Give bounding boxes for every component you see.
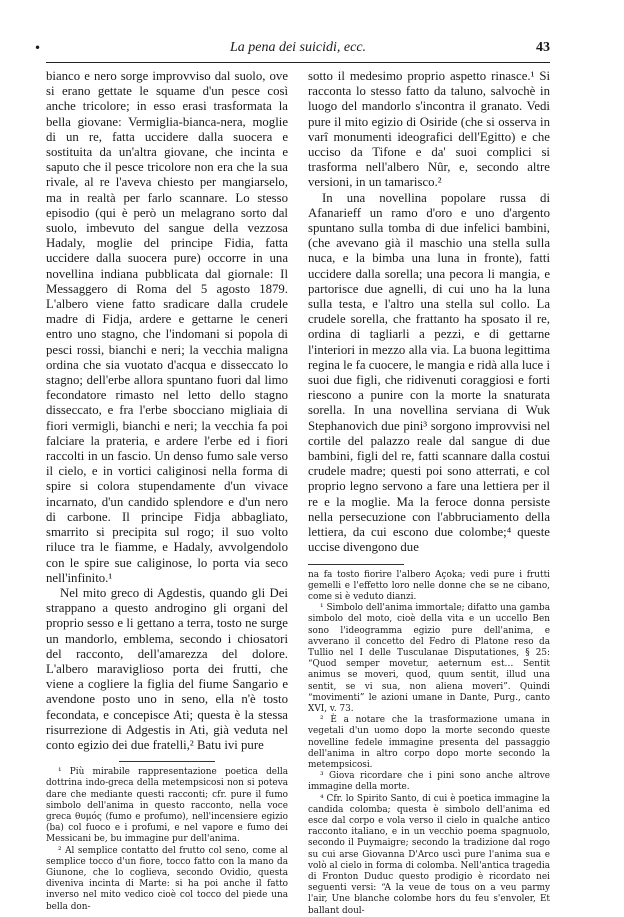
footnote-rule xyxy=(119,761,215,762)
footnote: ¹ Più mirabile rappresentazione poetica della dottrina indo-greca della metempsicosi non si poteva dare che mediante questi racconti; cfr. pure il fumo simbolo dell'anima in questo racconto, nella voce greca θυμός (fumo e profumo), nell'incensiere egizio (ba) col fuoco e i profumi, e nel vapore e fumo dei Messicani be, bu immagine pur dell'anima. xyxy=(46,767,288,845)
footnote: ¹ Simbolo dell'anima immortale; difatto una gamba simbolo del moto, cioè della vita e un uccello Ben sono l'ideogramma egizio pure dell'anima, e avverano il concetto del Fedro di Platone reso da Tullio nel I delle Tusculanae Disputationes, § 25: “Quod semper movetur, aeternum est… Sentit animus se moveri, quod, quum sentit, illud una sentit, se vi sua, non aliena moveri”. Quindi “movimenti” le azioni umane in Dante, Purg., canto XVI, v. 73. xyxy=(308,603,550,714)
running-header xyxy=(34,40,550,60)
body-paragraph: bianco e nero sorge improvviso dal suolo, ove si erano gettate le squame d'un pesce così anche tricolore; in esso erasi trasformata la bella giovane: Vermiglia-bianca-nera, moglie di un re, fatta uccidere dalla suocera e sostituita da un'altra giovane, che incinta e saputo che il pesce tricolore non era che la sua rivale, al re l'aveva chiesto per mangiarselo, ma in realtà per farlo scannare. Lo stesso episodio (qui è però un melagrano sorto dal suolo, imbevuto del sangue della vezzosa Hadaly, moglie del principe Fidia, fatta uccidere dalla suocera pure) occorre in una novellina indiana pubblicata dal giornale: Il Messaggero di Roma del 5 agosto 1879. L'albero viene fatto sradicare dalla crudele madre di Fidja, ardere e gettarne le ceneri entro uno stagno, che l'indomani si popola di pesci rossi, bianchi e neri; la vecchia maligna ordina che sia vuotato d'acqua e disseccato lo stagno; dell'erbe allora spuntano fuori dal limo fecondatore rimasto nel letto dello stagno disseccato, e fra l'erbe sbocciano migliaia di fiori vermigli, bianchi e neri; la vecchia fa poi falciare la prateria, e ardere l'erbe ed i fiori raccolti in un fascio. Un denso fumo sale verso il cielo, e in vortici caliginosi nella forma di spire si colora stupendamente d'un vivace incarnato, d'un candido splendore e d'un nero di carbone. Il principe Fidja abbagliato, smarrito si precipita sul rogo; il suo volto riluce tra le fiamme, e Hadaly, avvolgendolo con le spire sue caliginose, lo porta via seco nell'infinito.¹ xyxy=(46,69,288,585)
margin-dot: • xyxy=(34,41,42,55)
footnote: ² Al semplice contatto del frutto col seno, come al semplice tocco d'un fiore, tocco fatto con la mano da Giunone, che lo coglieva, secondo Ovidio, questa diveniva incinta di Marte: si ha poi anche il fatto inverso nel mito vedico cioè col tocco del piede una bella don- xyxy=(46,845,288,912)
page-number: 43 xyxy=(536,40,550,55)
running-title: La pena dei suicidi, ecc. xyxy=(229,40,367,55)
body-paragraph: Nel mito greco di Agdestis, quando gli Dei strappano a questo androgino gli organi del proprio sesso e li gettano a terra, tosto ne surge un mandorlo, emblema, secondo i chiosatori del racconto, dell'amarezza del dolore. L'albero maraviglioso porta dei frutti, che viene a cogliere la figlia del fiume Sangario e avendone posto uno in seno, ella n'è tosto fecondata, e concepisce Ati; questa è la stessa risurrezione di Adgestis in Ati, già veduta nel conto egizio dei due fratelli,² Batu ivi pure xyxy=(46,585,288,752)
left-column xyxy=(46,69,288,913)
footnote-continuation: na fa tosto fiorire l'albero Açoka; vedi pure i frutti gemelli e l'effetto loro nelle donne che se ne cibano, come si è veduto dianzi. xyxy=(308,569,550,602)
footnote: ⁴ Cfr. lo Spirito Santo, di cui è poetica immagine la candida colomba; questa è simbolo dell'anima ed esce dal corpo e vola verso il cielo in qualche antico racconto italiano, e in un vecchio poema spagnuolo, secondo il Puymaigre; secondo la tradizione dal rogo su cui arse Giovanna D'Arco uscì pure l'anima sua e volò al cielo in forma di colomba. Nell'antica tragedia di Fronton Duduc questo prodigio è ricordato nei seguenti versi: “A la veue de tous on a veu parmy l'air, Une blanche colombe hors du feu s'envoler, Et ballant doul- xyxy=(308,793,550,916)
footnote-rule xyxy=(308,564,404,565)
footnote: ² È a notare che la trasformazione umana in vegetali d'un uomo dopo la morte secondo queste novelline fedele immagine presenta del passaggio dell'anima in altro corpo dopo morte secondo la metempsicosi. xyxy=(308,715,550,770)
body-paragraph: In una novellina popolare russa di Afanarieff un ramo d'oro e uno d'argento spuntano sulla tomba di due infelici bambini, (che avevano già il maschio una stella sulla nuca, e la bimba una luna in fronte), fatti uccidere dalla sorella; una pecora li mangia, e partorisce due agnelli, di cui uno ha la luna sulla testa, e l'altro una stella sul collo. La crudele sorella, che frattanto ha sposato il re, ordina di tagliarli a pezzi, e di gettarne l'interiori in mezzo alla via. La buona legittima regina le fa cuocere, le mangia e ridà alla luce i suoi due figli, che ridivenuti coraggiosi e forti riescono a punire con la morte la snaturata sorella. In una novellina serviana di Wuk Stephanovich due pini³ sorgono improvvisi nel cortile del palazzo reale dal sangue di due bambini, figli del re, fatti scannare dalla costui crudele madre; questi poi sono atterrati, e col proprio legno servono a fare una lettiera per il re e la moglie. Ma la feroce donna persiste nella persecuzione con l'abbruciamento della lettiera, da cui escono due colombe;⁴ queste uccise divengono due xyxy=(308,190,550,555)
body-paragraph: sotto il medesimo proprio aspetto rinasce.¹ Si racconta lo stesso fatto da taluno, salvochè in luogo del mandorlo s'incontra il granato. Vedi pure il mito egizio di Osiride (che si osserva in varî monumenti ideografici dell'Egitto) e che ucciso da Tifone e da' suoi complici si trasforma nell'albero Nûr, e, secondo altre versioni, in un tamarisco.² xyxy=(308,69,550,190)
right-column xyxy=(308,69,550,917)
footnote: ³ Giova ricordare che i pini sono anche altrove immagine della morte. xyxy=(308,771,550,793)
header-rule xyxy=(46,62,550,63)
